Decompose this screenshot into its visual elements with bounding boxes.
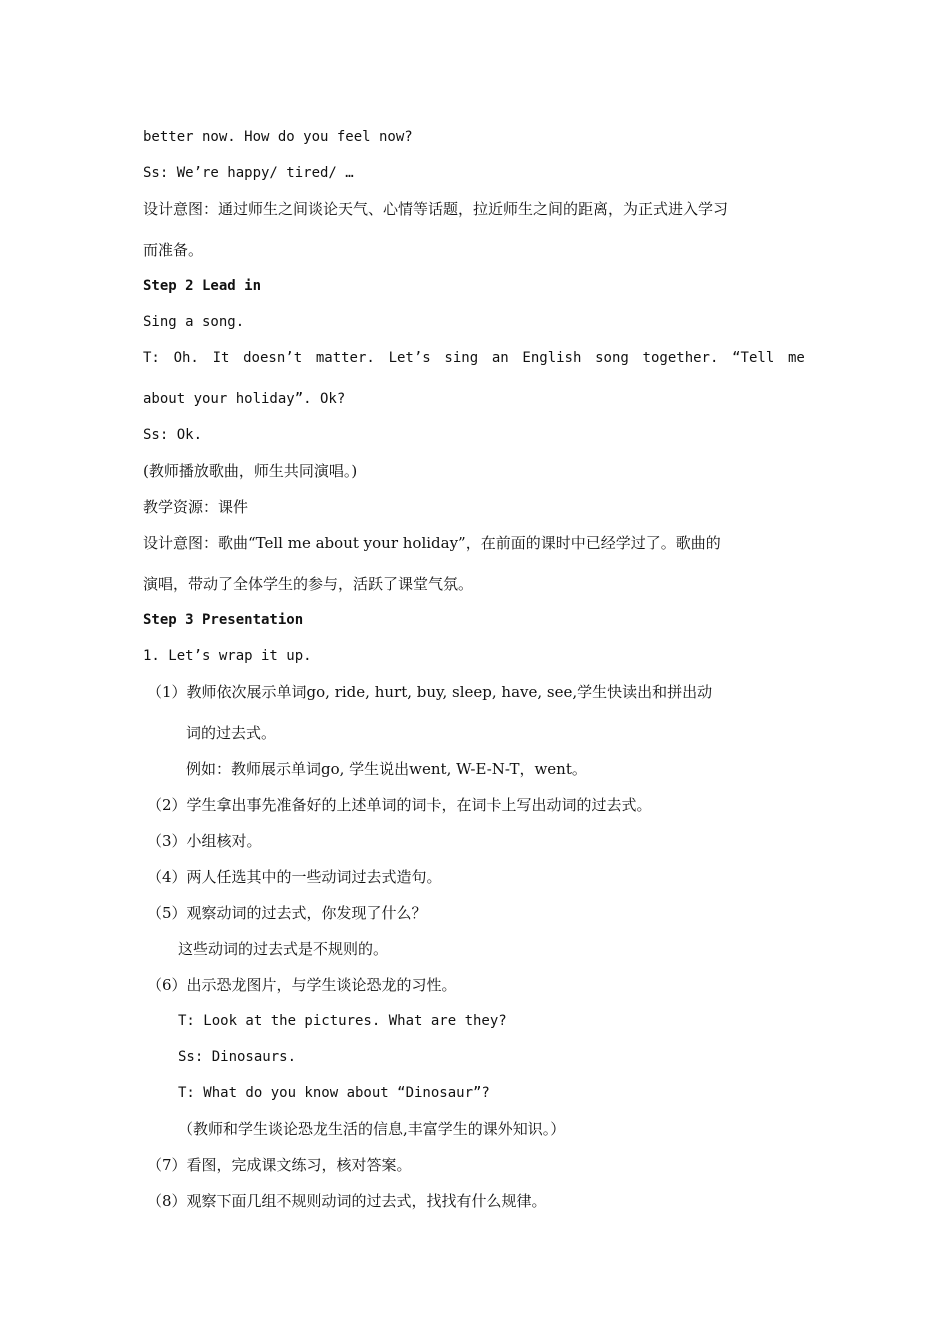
list-heading: 1. Let’s wrap it up. — [143, 648, 312, 664]
text-line: Sing a song. — [143, 314, 245, 330]
list-item-2: （2）学生拿出事先准备好的上述单词的词卡，在词卡上写出动词的过去式。 — [147, 796, 652, 814]
dialogue-line: Ss: Ok. — [143, 427, 203, 443]
word: doesn’t — [243, 350, 303, 366]
list-item-6: （6）出示恐龙图片，与学生谈论恐龙的习性。 — [147, 976, 457, 994]
word: T: — [143, 350, 160, 366]
word: together. — [642, 350, 719, 366]
word: an — [491, 350, 509, 366]
dialogue-line: Ss: Dinosaurs. — [178, 1049, 297, 1065]
list-item-5: （5）观察动词的过去式，你发现了什么？ — [147, 904, 427, 922]
word: Let’s — [388, 350, 431, 366]
note-line: (教师播放歌曲，师生共同演唱。) — [143, 462, 358, 480]
word: sing — [444, 350, 479, 366]
list-item-1-cont: 词的过去式。 — [186, 724, 277, 742]
note-line: （教师和学生谈论恐龙生活的信息,丰富学生的课外知识。） — [178, 1120, 566, 1138]
example-line: 例如：教师展示单词go, 学生说出went, W-E-N-T，went。 — [186, 760, 587, 778]
design-intent-paragraph-cont: 而准备。 — [143, 241, 204, 259]
list-item-1: （1）教师依次展示单词go, ride, hurt, buy, sleep, have, see,学生快读出和拼出动 — [147, 683, 713, 701]
word: song — [595, 350, 629, 366]
word: It — [212, 350, 230, 366]
list-item-7: （7）看图，完成课文练习，核对答案。 — [147, 1156, 412, 1174]
resource-line: 教学资源：课件 — [143, 498, 249, 516]
dialogue-line: Ss: We’re happy/ tired/ … — [143, 165, 354, 181]
list-item-3: （3）小组核对。 — [147, 832, 262, 850]
text-line: better now. How do you feel now? — [143, 129, 413, 145]
list-item-4: （4）两人任选其中的一些动词过去式造句。 — [147, 868, 442, 886]
dialogue-line-justified — [143, 348, 805, 368]
word: English — [522, 350, 582, 366]
word: “Tell — [732, 350, 775, 366]
list-item-8: （8）观察下面几组不规则动词的过去式，找找有什么规律。 — [147, 1192, 547, 1210]
word: me — [787, 350, 805, 366]
section-heading-step3: Step 3 Presentation — [143, 612, 304, 628]
dialogue-line: T: Look at the pictures. What are they? — [178, 1013, 507, 1029]
word: matter. — [315, 350, 375, 366]
word: Oh. — [173, 350, 199, 366]
dialogue-line: about your holiday”. Ok? — [143, 391, 346, 407]
answer-line: 这些动词的过去式是不规则的。 — [178, 940, 389, 958]
dialogue-line: T: What do you know about “Dinosaur”? — [178, 1085, 490, 1101]
design-intent-paragraph: 设计意图：歌曲“Tell me about your holiday”，在前面的课时中已经学过了。歌曲的 — [143, 534, 721, 552]
section-heading-step2: Step 2 Lead in — [143, 278, 262, 294]
design-intent-paragraph-cont: 演唱，带动了全体学生的参与，活跃了课堂气氛。 — [143, 575, 474, 593]
design-intent-paragraph: 设计意图：通过师生之间谈论天气、心情等话题，拉近师生之间的距离，为正式进入学习 — [143, 200, 729, 218]
